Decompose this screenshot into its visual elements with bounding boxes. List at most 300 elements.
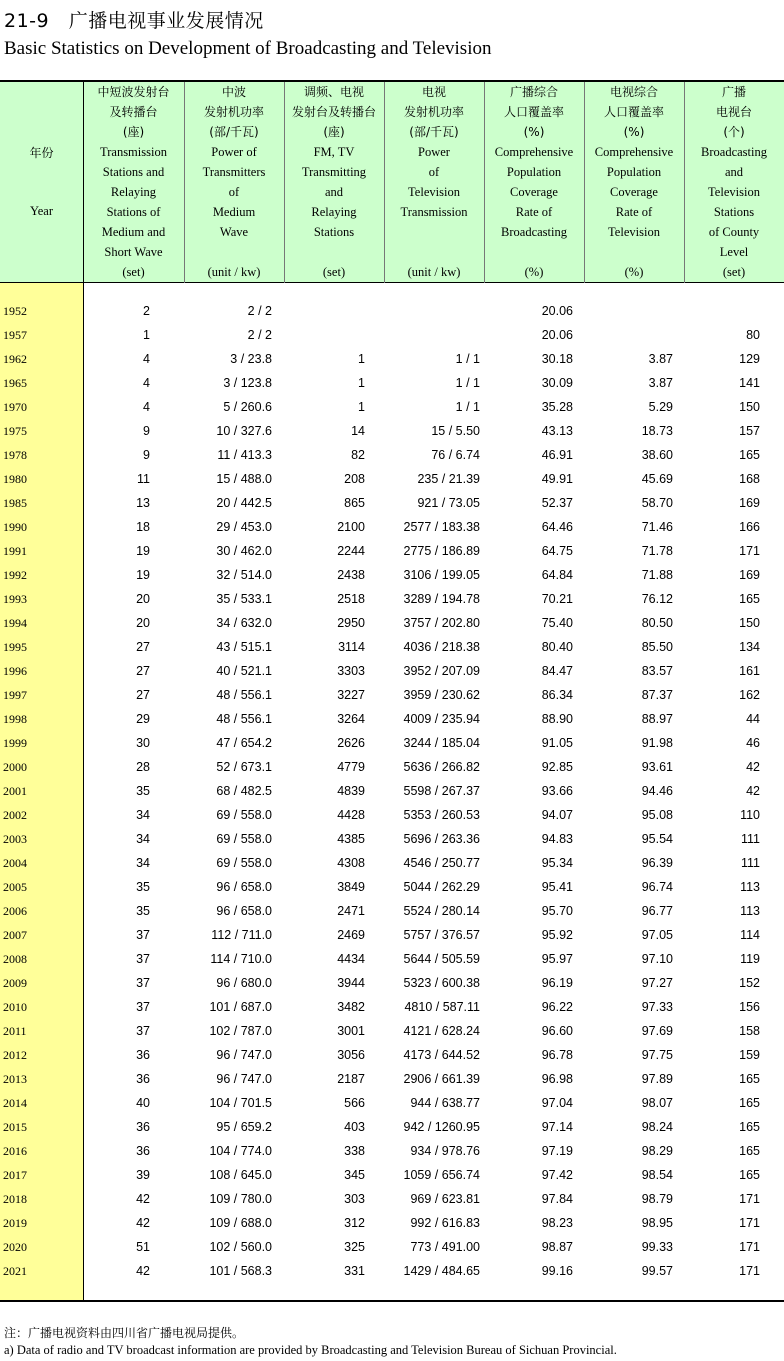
year-cell: 2020 bbox=[3, 1240, 27, 1254]
column-header-line: Television bbox=[608, 225, 660, 239]
table-row bbox=[0, 1068, 784, 1092]
mw-transmitter-power-cell: 102 / 787.0 bbox=[209, 1024, 272, 1038]
tv-transmitter-power-cell: 944 / 638.77 bbox=[410, 1096, 480, 1110]
column-header-line: Medium bbox=[212, 205, 256, 219]
stations-mw-sw-cell: 36 bbox=[136, 1048, 150, 1062]
column-header-line: 电视台 bbox=[715, 105, 752, 119]
mw-transmitter-power-cell: 102 / 560.0 bbox=[209, 1240, 272, 1254]
county-stations-cell: 156 bbox=[739, 1000, 760, 1014]
mw-transmitter-power-cell: 109 / 780.0 bbox=[209, 1192, 272, 1206]
column-header-line: (部/千瓦) bbox=[409, 125, 459, 139]
stations-mw-sw-cell: 34 bbox=[136, 808, 150, 822]
county-stations-cell: 169 bbox=[739, 496, 760, 510]
mw-transmitter-power-cell: 35 / 533.1 bbox=[216, 592, 272, 606]
column-header-line: Population bbox=[506, 165, 562, 179]
table-row bbox=[0, 348, 784, 372]
county-stations-cell: 171 bbox=[739, 1192, 760, 1206]
column-header-line: Broadcasting bbox=[701, 145, 767, 159]
table-row bbox=[0, 804, 784, 828]
stations-mw-sw-cell: 34 bbox=[136, 856, 150, 870]
stations-mw-sw-cell: 18 bbox=[136, 520, 150, 534]
radio-coverage-cell: 94.83 bbox=[541, 832, 573, 846]
column-header-line: Stations bbox=[313, 225, 355, 239]
mw-transmitter-power-cell: 3 / 123.8 bbox=[223, 376, 272, 390]
county-stations-cell: 165 bbox=[739, 1120, 760, 1134]
fm-tv-stations-cell: 2438 bbox=[337, 568, 365, 582]
tv-transmitter-power-cell: 5524 / 280.14 bbox=[403, 904, 480, 918]
column-header-line: Rate of bbox=[515, 205, 553, 219]
tv-coverage-cell: 96.77 bbox=[641, 904, 673, 918]
radio-coverage-cell: 97.19 bbox=[541, 1144, 573, 1158]
tv-transmitter-power-cell: 969 / 623.81 bbox=[410, 1192, 480, 1206]
stations-mw-sw-cell: 37 bbox=[136, 928, 150, 942]
tv-transmitter-power-cell: 4810 / 587.11 bbox=[404, 1000, 480, 1014]
tv-coverage-cell: 80.50 bbox=[641, 616, 673, 630]
year-cell: 1975 bbox=[3, 424, 27, 438]
table-row bbox=[0, 1044, 784, 1068]
column-unit: (set) bbox=[722, 265, 746, 279]
tv-coverage-cell: 99.57 bbox=[641, 1264, 673, 1278]
mw-transmitter-power-cell: 10 / 327.6 bbox=[216, 424, 272, 438]
year-cell: 1978 bbox=[3, 448, 27, 462]
tv-coverage-cell: 94.46 bbox=[641, 784, 673, 798]
column-unit: (set) bbox=[122, 265, 145, 279]
fm-tv-stations-cell: 3227 bbox=[337, 688, 365, 702]
tv-transmitter-power-cell: 1 / 1 bbox=[455, 400, 480, 414]
page-title-cn: 21-9 广播电视事业发展情况 bbox=[4, 10, 264, 32]
column-header-line: of County bbox=[708, 225, 760, 239]
mw-transmitter-power-cell: 109 / 688.0 bbox=[209, 1216, 272, 1230]
table-row bbox=[0, 324, 784, 348]
column-header-line: of bbox=[228, 185, 240, 199]
fm-tv-stations-cell: 566 bbox=[344, 1096, 365, 1110]
year-cell: 1998 bbox=[3, 712, 27, 726]
radio-coverage-cell: 94.07 bbox=[541, 808, 573, 822]
table-row bbox=[0, 852, 784, 876]
table-row bbox=[0, 492, 784, 516]
fm-tv-stations-cell: 1 bbox=[358, 352, 365, 366]
fm-tv-stations-cell: 2100 bbox=[337, 520, 365, 534]
year-cell: 2017 bbox=[3, 1168, 27, 1182]
year-cell: 1995 bbox=[3, 640, 27, 654]
tv-transmitter-power-cell: 992 / 616.83 bbox=[410, 1216, 480, 1230]
fm-tv-stations-cell: 2471 bbox=[337, 904, 365, 918]
radio-coverage-cell: 92.85 bbox=[541, 760, 573, 774]
column-header-line: Relaying bbox=[311, 205, 357, 219]
table-row bbox=[0, 972, 784, 996]
year-header-en: Year bbox=[29, 204, 54, 218]
fm-tv-stations-cell: 303 bbox=[344, 1192, 365, 1206]
mw-transmitter-power-cell: 112 / 711.0 bbox=[211, 928, 272, 942]
fm-tv-stations-cell: 4434 bbox=[337, 952, 365, 966]
mw-transmitter-power-cell: 52 / 673.1 bbox=[216, 760, 272, 774]
tv-transmitter-power-cell: 1059 / 656.74 bbox=[403, 1168, 480, 1182]
fm-tv-stations-cell: 2950 bbox=[337, 616, 365, 630]
fm-tv-stations-cell: 3303 bbox=[337, 664, 365, 678]
radio-coverage-cell: 75.40 bbox=[541, 616, 573, 630]
tv-transmitter-power-cell: 773 / 491.00 bbox=[410, 1240, 480, 1254]
mw-transmitter-power-cell: 43 / 515.1 bbox=[216, 640, 272, 654]
year-cell: 2010 bbox=[3, 1000, 27, 1014]
county-stations-cell: 171 bbox=[739, 1216, 760, 1230]
mw-transmitter-power-cell: 48 / 556.1 bbox=[216, 688, 272, 702]
radio-coverage-cell: 30.09 bbox=[541, 376, 573, 390]
radio-coverage-cell: 96.98 bbox=[541, 1072, 573, 1086]
tv-transmitter-power-cell: 921 / 73.05 bbox=[417, 496, 480, 510]
radio-coverage-cell: 96.22 bbox=[541, 1000, 573, 1014]
radio-coverage-cell: 95.41 bbox=[541, 880, 573, 894]
county-stations-cell: 171 bbox=[739, 1240, 760, 1254]
tv-transmitter-power-cell: 1429 / 484.65 bbox=[403, 1264, 480, 1278]
fm-tv-stations-cell: 2469 bbox=[337, 928, 365, 942]
column-header-line: (%) bbox=[623, 125, 645, 139]
header-divider bbox=[184, 82, 185, 283]
table-row bbox=[0, 1260, 784, 1284]
radio-coverage-cell: 20.06 bbox=[541, 304, 573, 318]
tv-transmitter-power-cell: 15 / 5.50 bbox=[431, 424, 480, 438]
radio-coverage-cell: 96.78 bbox=[541, 1048, 573, 1062]
tv-coverage-cell: 71.46 bbox=[641, 520, 673, 534]
fm-tv-stations-cell: 2187 bbox=[337, 1072, 365, 1086]
stations-mw-sw-cell: 35 bbox=[136, 904, 150, 918]
stations-mw-sw-cell: 27 bbox=[136, 664, 150, 678]
header-divider bbox=[684, 82, 685, 283]
tv-coverage-cell: 88.97 bbox=[641, 712, 673, 726]
tv-coverage-cell: 98.95 bbox=[641, 1216, 673, 1230]
tv-transmitter-power-cell: 3106 / 199.05 bbox=[403, 568, 480, 582]
column-header-line: Television bbox=[408, 185, 460, 199]
column-header-5 bbox=[484, 82, 584, 283]
mw-transmitter-power-cell: 68 / 482.5 bbox=[216, 784, 272, 798]
table-row bbox=[0, 732, 784, 756]
county-stations-cell: 114 bbox=[740, 928, 760, 942]
tv-transmitter-power-cell: 2906 / 661.39 bbox=[403, 1072, 480, 1086]
mw-transmitter-power-cell: 30 / 462.0 bbox=[216, 544, 272, 558]
header-divider bbox=[584, 82, 585, 283]
column-header-line: Stations of bbox=[106, 205, 161, 219]
table-row bbox=[0, 372, 784, 396]
stations-mw-sw-cell: 35 bbox=[136, 784, 150, 798]
tv-coverage-cell: 97.27 bbox=[641, 976, 673, 990]
tv-coverage-cell: 96.39 bbox=[641, 856, 673, 870]
table-row bbox=[0, 996, 784, 1020]
county-stations-cell: 165 bbox=[739, 1072, 760, 1086]
county-stations-cell: 111 bbox=[740, 832, 760, 846]
fm-tv-stations-cell: 3001 bbox=[337, 1024, 365, 1038]
column-header-line: Television bbox=[708, 185, 760, 199]
column-header-line: Level bbox=[719, 245, 749, 259]
column-header-line: 人口覆盖率 bbox=[603, 105, 664, 119]
fm-tv-stations-cell: 1 bbox=[358, 376, 365, 390]
tv-coverage-cell: 98.54 bbox=[641, 1168, 673, 1182]
tv-coverage-cell: 58.70 bbox=[641, 496, 673, 510]
tv-coverage-cell: 93.61 bbox=[641, 760, 673, 774]
mw-transmitter-power-cell: 29 / 453.0 bbox=[216, 520, 272, 534]
fm-tv-stations-cell: 2244 bbox=[337, 544, 365, 558]
table-row bbox=[0, 828, 784, 852]
stations-mw-sw-cell: 19 bbox=[136, 544, 150, 558]
mw-transmitter-power-cell: 95 / 659.2 bbox=[216, 1120, 272, 1134]
stations-mw-sw-cell: 42 bbox=[136, 1216, 150, 1230]
tv-coverage-cell: 3.87 bbox=[648, 352, 673, 366]
table-row bbox=[0, 564, 784, 588]
mw-transmitter-power-cell: 96 / 658.0 bbox=[216, 880, 272, 894]
table-row bbox=[0, 420, 784, 444]
stations-mw-sw-cell: 42 bbox=[136, 1192, 150, 1206]
stations-mw-sw-cell: 35 bbox=[136, 880, 150, 894]
county-stations-cell: 119 bbox=[740, 952, 760, 966]
year-cell: 2000 bbox=[3, 760, 27, 774]
radio-coverage-cell: 64.75 bbox=[541, 544, 573, 558]
year-cell: 2009 bbox=[3, 976, 27, 990]
mw-transmitter-power-cell: 96 / 680.0 bbox=[216, 976, 272, 990]
tv-transmitter-power-cell: 4036 / 218.38 bbox=[403, 640, 480, 654]
fm-tv-stations-cell: 345 bbox=[344, 1168, 365, 1182]
stations-mw-sw-cell: 4 bbox=[143, 352, 150, 366]
column-header-line: Transmission bbox=[400, 205, 468, 219]
year-cell: 2007 bbox=[3, 928, 27, 942]
year-cell: 1991 bbox=[3, 544, 27, 558]
tv-transmitter-power-cell: 4009 / 235.94 bbox=[403, 712, 480, 726]
stations-mw-sw-cell: 36 bbox=[136, 1120, 150, 1134]
tv-transmitter-power-cell: 3289 / 194.78 bbox=[403, 592, 480, 606]
tv-transmitter-power-cell: 5644 / 505.59 bbox=[403, 952, 480, 966]
mw-transmitter-power-cell: 11 / 413.3 bbox=[217, 448, 272, 462]
column-header-line: 中短波发射台 bbox=[97, 85, 170, 99]
year-cell: 1957 bbox=[3, 328, 27, 342]
tv-transmitter-power-cell: 4121 / 628.24 bbox=[403, 1024, 480, 1038]
year-cell: 1994 bbox=[3, 616, 27, 630]
county-stations-cell: 150 bbox=[739, 616, 760, 630]
stations-mw-sw-cell: 27 bbox=[136, 640, 150, 654]
radio-coverage-cell: 64.84 bbox=[541, 568, 573, 582]
column-unit: (%) bbox=[524, 265, 544, 279]
stations-mw-sw-cell: 9 bbox=[143, 424, 150, 438]
tv-transmitter-power-cell: 5044 / 262.29 bbox=[403, 880, 480, 894]
fm-tv-stations-cell: 3944 bbox=[337, 976, 365, 990]
column-header-line: 中波 bbox=[221, 85, 246, 99]
county-stations-cell: 129 bbox=[739, 352, 760, 366]
year-cell: 1985 bbox=[3, 496, 27, 510]
table-row bbox=[0, 588, 784, 612]
tv-transmitter-power-cell: 76 / 6.74 bbox=[431, 448, 480, 462]
tv-transmitter-power-cell: 235 / 21.39 bbox=[417, 472, 480, 486]
county-stations-cell: 44 bbox=[746, 712, 760, 726]
mw-transmitter-power-cell: 96 / 658.0 bbox=[216, 904, 272, 918]
tv-transmitter-power-cell: 3959 / 230.62 bbox=[403, 688, 480, 702]
county-stations-cell: 158 bbox=[739, 1024, 760, 1038]
mw-transmitter-power-cell: 2 / 2 bbox=[247, 304, 272, 318]
mw-transmitter-power-cell: 69 / 558.0 bbox=[216, 808, 272, 822]
year-cell: 2004 bbox=[3, 856, 27, 870]
year-cell: 1990 bbox=[3, 520, 27, 534]
tv-coverage-cell: 98.79 bbox=[641, 1192, 673, 1206]
fm-tv-stations-cell: 4779 bbox=[337, 760, 365, 774]
tv-transmitter-power-cell: 4173 / 644.52 bbox=[403, 1048, 480, 1062]
radio-coverage-cell: 52.37 bbox=[541, 496, 573, 510]
tv-coverage-cell: 5.29 bbox=[648, 400, 673, 414]
tv-transmitter-power-cell: 5598 / 267.37 bbox=[403, 784, 480, 798]
year-cell: 1992 bbox=[3, 568, 27, 582]
fm-tv-stations-cell: 3114 bbox=[338, 640, 365, 654]
column-header-line: Power bbox=[418, 145, 450, 159]
header-divider bbox=[484, 82, 485, 283]
tv-coverage-cell: 18.73 bbox=[641, 424, 673, 438]
fm-tv-stations-cell: 325 bbox=[344, 1240, 365, 1254]
year-cell: 2018 bbox=[3, 1192, 27, 1206]
fm-tv-stations-cell: 4385 bbox=[337, 832, 365, 846]
table-row bbox=[0, 396, 784, 420]
year-cell: 2021 bbox=[3, 1264, 27, 1278]
tv-coverage-cell: 95.08 bbox=[641, 808, 673, 822]
year-cell: 1997 bbox=[3, 688, 27, 702]
column-header-line: Comprehensive bbox=[494, 145, 574, 159]
tv-coverage-cell: 71.88 bbox=[641, 568, 673, 582]
fm-tv-stations-cell: 4839 bbox=[337, 784, 365, 798]
column-header-line: 发射台及转播台 bbox=[291, 105, 376, 119]
stations-mw-sw-cell: 4 bbox=[143, 376, 150, 390]
fm-tv-stations-cell: 82 bbox=[351, 448, 365, 462]
column-header-line: (座) bbox=[323, 125, 345, 139]
year-cell: 1965 bbox=[3, 376, 27, 390]
radio-coverage-cell: 46.91 bbox=[541, 448, 573, 462]
column-header-4 bbox=[384, 82, 484, 283]
tv-transmitter-power-cell: 1 / 1 bbox=[455, 376, 480, 390]
column-header-line: 电视 bbox=[421, 85, 446, 99]
tv-coverage-cell: 98.29 bbox=[641, 1144, 673, 1158]
tv-transmitter-power-cell: 1 / 1 bbox=[455, 352, 480, 366]
fm-tv-stations-cell: 208 bbox=[344, 472, 365, 486]
stations-mw-sw-cell: 37 bbox=[136, 1000, 150, 1014]
tv-coverage-cell: 45.69 bbox=[641, 472, 673, 486]
table-row bbox=[0, 636, 784, 660]
radio-coverage-cell: 30.18 bbox=[541, 352, 573, 366]
column-header-line: 发射机功率 bbox=[203, 105, 264, 119]
mw-transmitter-power-cell: 96 / 747.0 bbox=[216, 1072, 272, 1086]
stations-mw-sw-cell: 27 bbox=[136, 688, 150, 702]
fm-tv-stations-cell: 3056 bbox=[337, 1048, 365, 1062]
radio-coverage-cell: 98.87 bbox=[541, 1240, 573, 1254]
column-header-line: 广播 bbox=[721, 85, 746, 99]
mw-transmitter-power-cell: 47 / 654.2 bbox=[216, 736, 272, 750]
column-header-3 bbox=[284, 82, 384, 283]
mw-transmitter-power-cell: 108 / 645.0 bbox=[209, 1168, 272, 1182]
column-header-line: 发射机功率 bbox=[403, 105, 464, 119]
year-cell: 2012 bbox=[3, 1048, 27, 1062]
column-header-line: (部/千瓦) bbox=[209, 125, 259, 139]
radio-coverage-cell: 98.23 bbox=[541, 1216, 573, 1230]
county-stations-cell: 165 bbox=[739, 1144, 760, 1158]
fm-tv-stations-cell: 865 bbox=[344, 496, 365, 510]
year-cell: 2001 bbox=[3, 784, 27, 798]
stations-mw-sw-cell: 34 bbox=[136, 832, 150, 846]
tv-coverage-cell: 95.54 bbox=[641, 832, 673, 846]
year-cell: 2003 bbox=[3, 832, 27, 846]
fm-tv-stations-cell: 3264 bbox=[337, 712, 365, 726]
footnote-en: a) Data of radio and TV broadcast information are provided by Broadcasting and Television Bureau of Sichuan Provincial. bbox=[4, 1343, 617, 1357]
stations-mw-sw-cell: 37 bbox=[136, 1024, 150, 1038]
column-header-line: (%) bbox=[523, 125, 545, 139]
table-row bbox=[0, 876, 784, 900]
table-row bbox=[0, 1092, 784, 1116]
fm-tv-stations-cell: 4428 bbox=[337, 808, 365, 822]
tv-transmitter-power-cell: 3757 / 202.80 bbox=[403, 616, 480, 630]
fm-tv-stations-cell: 1 bbox=[358, 400, 365, 414]
county-stations-cell: 165 bbox=[739, 592, 760, 606]
column-header-line: Wave bbox=[219, 225, 249, 239]
column-header-2 bbox=[184, 82, 284, 283]
column-unit: (unit / kw) bbox=[407, 265, 461, 279]
column-header-line: Comprehensive bbox=[594, 145, 674, 159]
column-unit: (%) bbox=[624, 265, 644, 279]
county-stations-cell: 110 bbox=[740, 808, 760, 822]
table-row bbox=[0, 924, 784, 948]
county-stations-cell: 42 bbox=[746, 760, 760, 774]
mw-transmitter-power-cell: 96 / 747.0 bbox=[216, 1048, 272, 1062]
tv-coverage-cell: 97.69 bbox=[641, 1024, 673, 1038]
stations-mw-sw-cell: 37 bbox=[136, 952, 150, 966]
column-header-line: Medium and bbox=[101, 225, 166, 239]
tv-coverage-cell: 85.50 bbox=[641, 640, 673, 654]
stations-mw-sw-cell: 9 bbox=[143, 448, 150, 462]
year-cell: 1999 bbox=[3, 736, 27, 750]
radio-coverage-cell: 49.91 bbox=[541, 472, 573, 486]
year-cell: 1996 bbox=[3, 664, 27, 678]
tv-transmitter-power-cell: 3952 / 207.09 bbox=[403, 664, 480, 678]
stations-mw-sw-cell: 30 bbox=[136, 736, 150, 750]
year-cell: 2006 bbox=[3, 904, 27, 918]
stations-mw-sw-cell: 28 bbox=[136, 760, 150, 774]
county-stations-cell: 171 bbox=[739, 1264, 760, 1278]
stations-mw-sw-cell: 11 bbox=[137, 472, 150, 486]
mw-transmitter-power-cell: 104 / 701.5 bbox=[209, 1096, 272, 1110]
fm-tv-stations-cell: 403 bbox=[344, 1120, 365, 1134]
column-header-line: 及转播台 bbox=[109, 105, 158, 119]
stations-mw-sw-cell: 36 bbox=[136, 1144, 150, 1158]
table-row bbox=[0, 300, 784, 324]
radio-coverage-cell: 64.46 bbox=[541, 520, 573, 534]
stations-mw-sw-cell: 51 bbox=[136, 1240, 150, 1254]
mw-transmitter-power-cell: 20 / 442.5 bbox=[216, 496, 272, 510]
county-stations-cell: 165 bbox=[739, 1168, 760, 1182]
stations-mw-sw-cell: 2 bbox=[143, 304, 150, 318]
mw-transmitter-power-cell: 34 / 632.0 bbox=[216, 616, 272, 630]
fm-tv-stations-cell: 4308 bbox=[337, 856, 365, 870]
table-row bbox=[0, 1116, 784, 1140]
mw-transmitter-power-cell: 5 / 260.6 bbox=[223, 400, 272, 414]
table-row bbox=[0, 1236, 784, 1260]
column-header-line: 电视综合 bbox=[609, 85, 658, 99]
fm-tv-stations-cell: 312 bbox=[344, 1216, 365, 1230]
year-cell: 2011 bbox=[3, 1024, 27, 1038]
radio-coverage-cell: 91.05 bbox=[541, 736, 573, 750]
county-stations-cell: 159 bbox=[739, 1048, 760, 1062]
radio-coverage-cell: 99.16 bbox=[541, 1264, 573, 1278]
mw-transmitter-power-cell: 3 / 23.8 bbox=[230, 352, 272, 366]
tv-transmitter-power-cell: 5696 / 263.36 bbox=[403, 832, 480, 846]
radio-coverage-cell: 96.60 bbox=[541, 1024, 573, 1038]
column-header-line: 广播综合 bbox=[509, 85, 558, 99]
year-header-cn: 年份 bbox=[29, 146, 54, 160]
tv-coverage-cell: 97.05 bbox=[641, 928, 673, 942]
column-header-7 bbox=[684, 82, 784, 283]
fm-tv-stations-cell: 3482 bbox=[337, 1000, 365, 1014]
radio-coverage-cell: 88.90 bbox=[541, 712, 573, 726]
column-header-line: Stations and bbox=[102, 165, 165, 179]
column-header-line: Transmitters bbox=[202, 165, 266, 179]
tv-coverage-cell: 71.78 bbox=[641, 544, 673, 558]
year-cell: 2016 bbox=[3, 1144, 27, 1158]
